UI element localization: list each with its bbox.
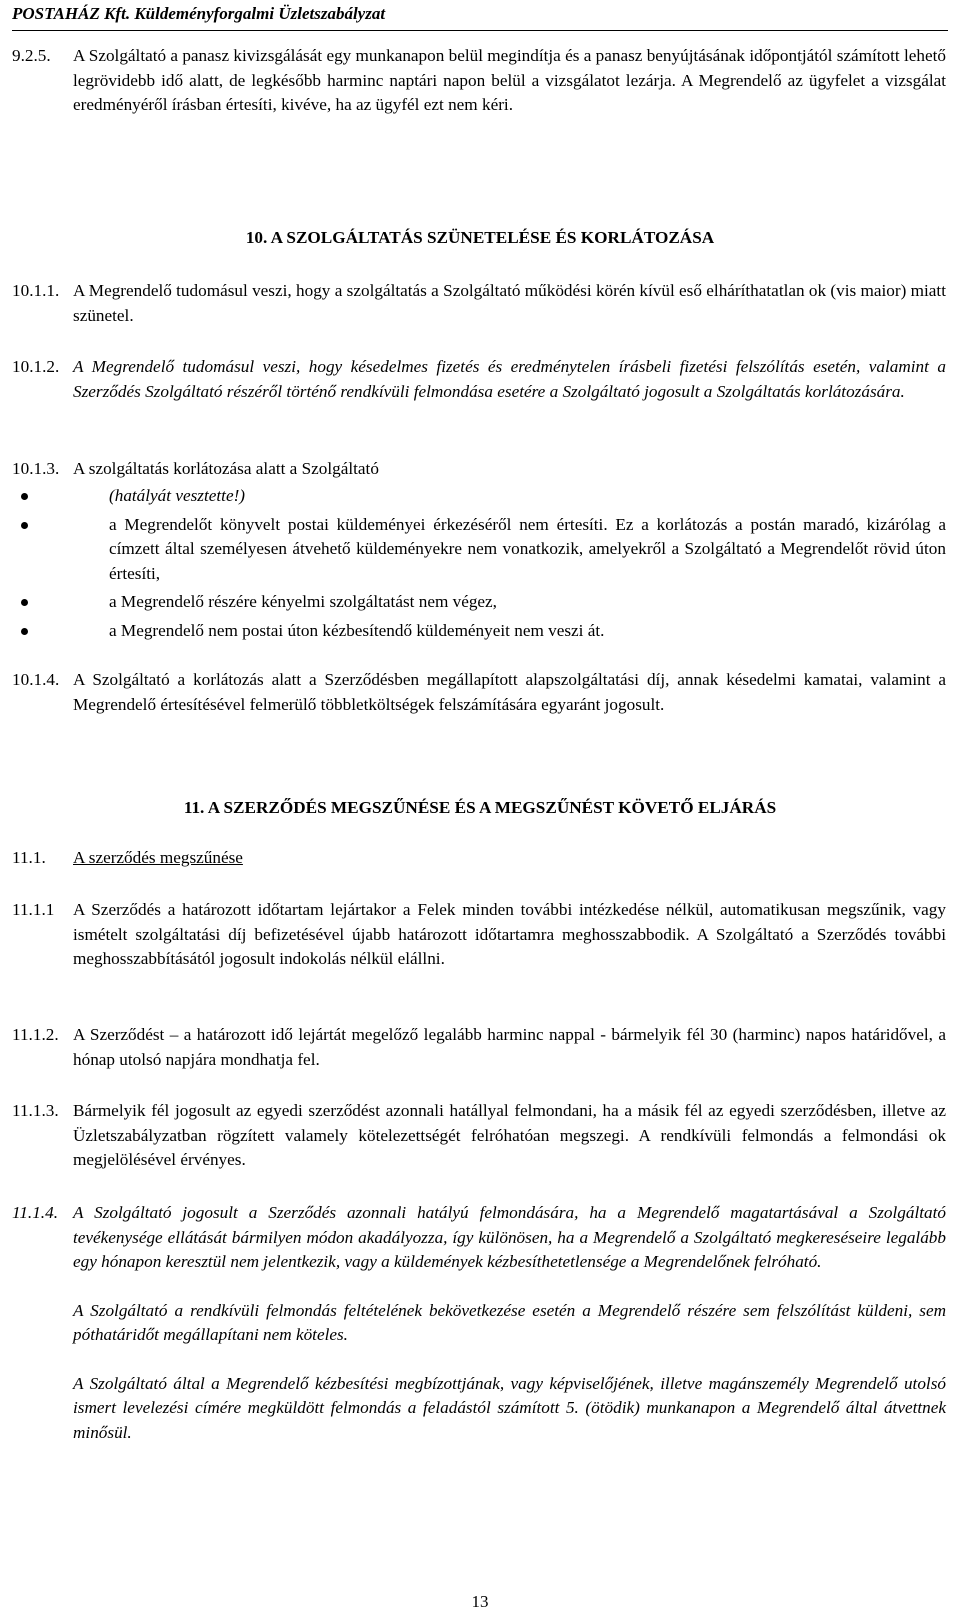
- paragraph-number: 11.1.1: [12, 900, 55, 919]
- paragraph-10-1-4: [12, 668, 946, 717]
- bullet-icon: [21, 522, 28, 529]
- section-10-heading: 10. A SZOLGÁLTATÁS SZÜNETELÉSE ÉS KORLÁTOZÁSA: [245, 228, 715, 247]
- paragraph-text: A Szolgáltató által a Megrendelő kézbesítési megbízottjának, vagy képviselőjének, illetve magánszemély Megrendelő utolsó ismert levelezési címére megküldött felmondás a feladástól számított 5. (ötödik) munkanapon a Megrendelő által átvettnek minősül.: [73, 1373, 946, 1442]
- paragraph-text: Bármelyik fél jogosult az egyedi szerződést azonnali hatállyal felmondani, ha a másik fél az egyedi szerződésben, illetve az Üzletszabályzatban rögzített valamely kötelezettségét felróhatóan megszegi. A rendkívüli felmondás a felmondási ok megjelölésével érvényes.: [73, 1101, 946, 1169]
- paragraph-text: A Megrendelő tudomásul veszi, hogy a szolgáltatás a Szolgáltató működési körén kívül eső elháríthatatlan ok (vis maior) miatt szünetel.: [73, 281, 946, 325]
- restriction-list: [12, 484, 946, 643]
- subsection-title: A szerződés megszűnése: [73, 848, 243, 867]
- paragraph-number: 11.1.: [12, 848, 46, 867]
- paragraph-10-1-3: [12, 457, 946, 482]
- paragraph-11-1-3: [12, 1099, 946, 1173]
- paragraph-11-1-4: [12, 1201, 946, 1445]
- paragraph-11-1-2: [12, 1023, 946, 1072]
- paragraph-10-1-2: [12, 355, 946, 404]
- list-item: a Megrendelő nem postai úton kézbesítendő küldeményeit nem veszi át.: [109, 619, 946, 644]
- paragraph-number: 10.1.1.: [12, 281, 60, 300]
- paragraph-number: 11.1.2.: [12, 1025, 59, 1044]
- paragraph-text: A szolgáltatás korlátozása alatt a Szolgáltató: [73, 459, 379, 478]
- paragraph-11-1: [12, 846, 946, 871]
- bullet-icon: [21, 628, 28, 635]
- paragraph-number: 11.1.3.: [12, 1101, 59, 1120]
- paragraph-text: A Szolgáltató a panasz kivizsgálását egy munkanapon belül megindítja és a panasz benyújtásának időpontjától számított lehető legrövidebb idő alatt, de legkésőbb harminc naptári napon belül a vizsgálatot lezárja. A Megrendelő az ügyfelet a vizsgálat eredményéről írásban értesíti, kivéve, ha az ügyfél ezt nem kéri.: [73, 46, 946, 114]
- page-header: POSTAHÁZ Kft. Küldeményforgalmi Üzletszabályzat: [12, 4, 386, 23]
- paragraph-text: A Megrendelő tudomásul veszi, hogy késedelmes fizetés és eredménytelen írásbeli fizetési felszólítás esetén, valamint a Szerződés Szolgáltató részéről történő rendkívüli felmondása esetére a Szolgáltató jogosult a Szolgáltatás korlátozására.: [73, 357, 946, 401]
- list-item: a Megrendelő részére kényelmi szolgáltatást nem végez,: [109, 590, 946, 615]
- paragraph-number: 10.1.3.: [12, 459, 60, 478]
- header-divider: [12, 30, 948, 31]
- bullet-icon: [21, 599, 28, 606]
- paragraph-11-1-1: [12, 898, 946, 972]
- paragraph-number: 11.1.4.: [12, 1203, 58, 1222]
- list-item: (hatályát vesztette!): [109, 484, 946, 509]
- page-number: 13: [471, 1592, 489, 1611]
- paragraph-10-1-1: [12, 279, 946, 328]
- paragraph-9-2-5: [12, 44, 946, 118]
- paragraph-number: 10.1.2.: [12, 357, 60, 376]
- paragraph-text: A Szerződés a határozott időtartam lejártakor a Felek minden további intézkedése nélkül, automatikusan megszűnik, vagy ismételt szolgáltatási díj befizetésével újabb határozott időtartamra meghosszabbodik. A Szolgáltató a Szerződés további meghosszabbításától jogosult indokolás nélkül elállni.: [73, 900, 946, 968]
- list-item: a Megrendelőt könyvelt postai küldeményei érkezéséről nem értesíti. Ez a korlátozás a postán maradó, kizárólag a címzett által személyesen átvehető küldeményekre nem vonatkozik, amelyekről a Szolgáltató a Megrendelőt rövid úton értesíti,: [109, 513, 946, 587]
- paragraph-text: A Szerződést – a határozott idő lejártát megelőző legalább harminc nappal - bármelyik fél 30 (harminc) napos határidővel, a hónap utolsó napjára mondhatja fel.: [73, 1025, 946, 1069]
- section-11-heading: 11. A SZERZŐDÉS MEGSZŰNÉSE ÉS A MEGSZŰNÉST KÖVETŐ ELJÁRÁS: [183, 798, 777, 817]
- paragraph-number: 9.2.5.: [12, 46, 51, 65]
- paragraph-text: A Szolgáltató jogosult a Szerződés azonnali hatályú felmondására, ha a Megrendelő magatartásával a Szolgáltató tevékenysége ellátását bármilyen módon akadályozza, így különösen, ha a Megrendelő a Szolgáltató megkereséseire legalább egy hónapon keresztül nem jelentkezik, vagy a küldemények kézbesíthetetlensége a Megrendelőnek felróható.: [73, 1203, 946, 1271]
- paragraph-text: A Szolgáltató a korlátozás alatt a Szerződésben megállapított alapszolgáltatási díj, annak késedelmi kamatai, valamint a Megrendelő értesítésével felmerülő többletköltségek felszámítására egyaránt jogosult.: [73, 670, 946, 714]
- bullet-icon: [21, 493, 28, 500]
- paragraph-number: 10.1.4.: [12, 670, 60, 689]
- paragraph-text: A Szolgáltató a rendkívüli felmondás feltételének bekövetkezése esetén a Megrendelő részére sem felszólítást küldeni, sem póthatáridőt megállapítani nem köteles.: [73, 1300, 946, 1344]
